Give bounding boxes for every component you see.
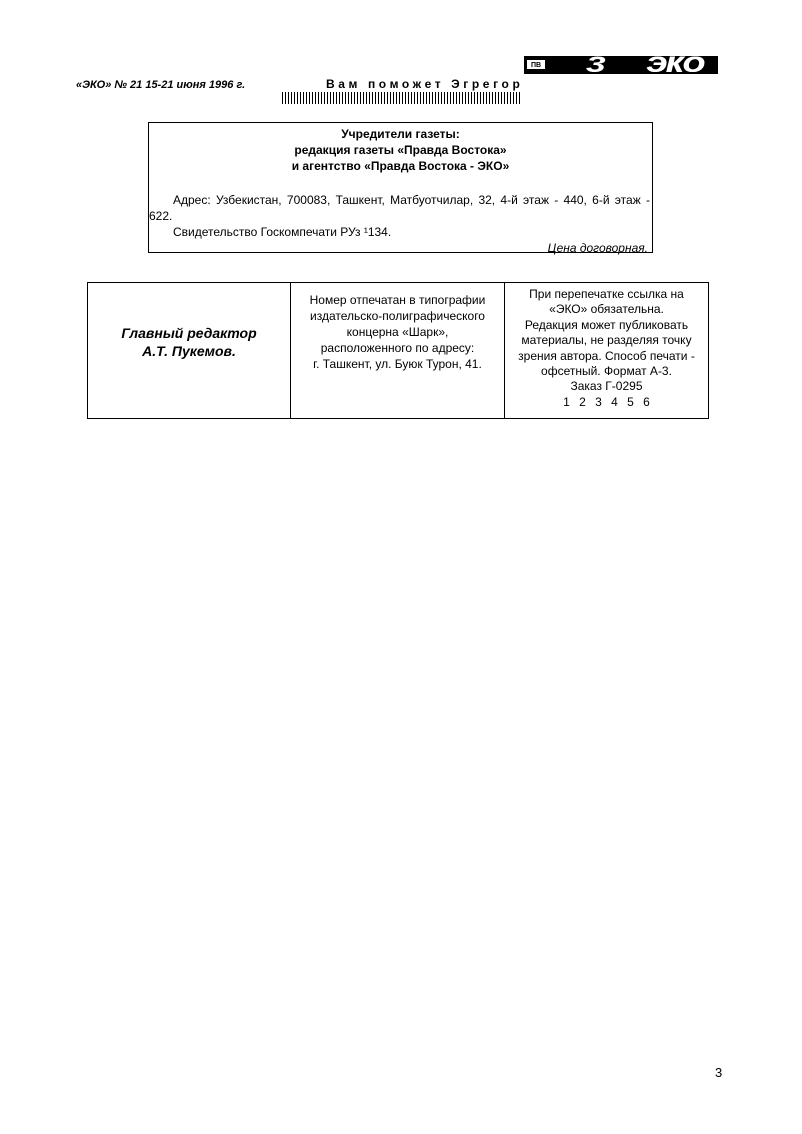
- slogan-hatched-rule: [282, 92, 522, 104]
- founders-heading-line: и агентство «Правда Востока - ЭКО»: [291, 159, 510, 173]
- editor-cell: [88, 283, 291, 418]
- reprint-line: материалы, не разделяя точку: [521, 333, 692, 348]
- eko-logo: [524, 52, 718, 77]
- printing-line: г. Ташкент, ул. Буюк Турон, 41.: [313, 357, 482, 371]
- founders-heading: [149, 126, 652, 174]
- printing-line: Номер отпечатан в типографии: [309, 293, 486, 307]
- logo-issue-number: 3: [586, 52, 606, 77]
- founders-address-block: [149, 192, 652, 224]
- founders-address: Адрес: Узбекистан, 700083, Ташкент, Матбуотчилар, 32, 4-й этаж - 440, 6-й этаж - 622.: [149, 193, 650, 223]
- founders-box: [148, 122, 653, 253]
- header-slogan: Вам поможет Эгрегор: [326, 77, 524, 91]
- logo-tag: ПВ: [526, 59, 546, 70]
- printing-info-cell: [291, 283, 505, 418]
- reprint-line: «ЭКО» обязательна.: [549, 302, 664, 317]
- logo-name: ЭКО: [646, 52, 704, 77]
- imprint-table: [87, 282, 709, 419]
- founders-heading-line: Учредители газеты:: [341, 127, 460, 141]
- reprint-line: офсетный. Формат А-3.: [541, 364, 672, 379]
- print-digits: 1 2 3 4 5 6: [563, 394, 650, 409]
- founders-certificate: Свидетельство Госкомпечати РУз ¹134.: [173, 225, 392, 239]
- founders-heading-line: редакция газеты «Правда Востока»: [294, 143, 507, 157]
- printing-line: расположенного по адресу:: [320, 341, 475, 355]
- reprint-info-cell: [505, 283, 708, 418]
- reprint-line: При перепечатке ссылка на: [529, 287, 684, 301]
- founders-price: Цена договорная.: [547, 241, 648, 255]
- issue-date-line: «ЭКО» № 21 15-21 июня 1996 г.: [76, 79, 246, 91]
- reprint-line: Редакция может публиковать: [524, 317, 689, 332]
- page-number: 3: [715, 1065, 723, 1080]
- reprint-line: Заказ Г-0295: [570, 379, 643, 394]
- reprint-line: зрения автора. Способ печати -: [518, 348, 695, 363]
- editor-line: А.Т. Пукемов.: [142, 342, 236, 359]
- printing-line: издательско-полиграфического: [310, 309, 485, 323]
- printing-line: концерна «Шарк»,: [346, 325, 449, 339]
- editor-line: Главный редактор: [121, 324, 257, 341]
